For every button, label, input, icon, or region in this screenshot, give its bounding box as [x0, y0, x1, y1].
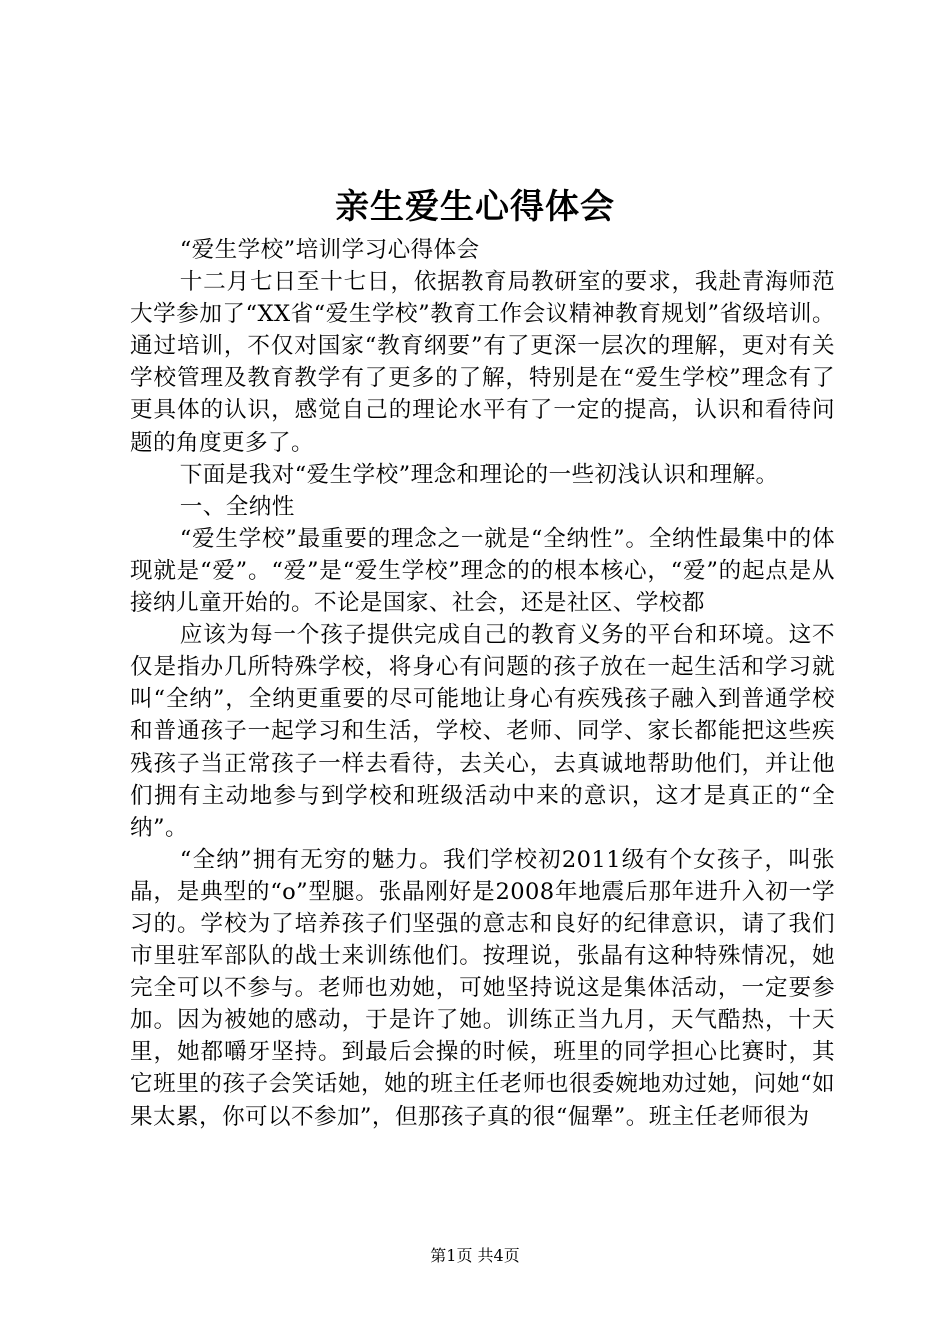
document-body: [130, 234, 835, 1133]
paragraph-subtitle: “爱生学校”培训学习心得体会: [179, 237, 480, 263]
page-title: 亲生爱生心得体会: [335, 187, 615, 227]
paragraph-inclusiveness-continued: 应该为每一个孩子提供完成自己的教育义务的平台和环境。这不仅是指办几所特殊学校，将身心有问题的孩子放在一起生活和学习就叫“全纳”，全纳更重要的尽可能地让身心有疾残孩子融入到普通学校和普通孩子一起学习和生活，学校、老师、同学、家长都能把这些疾残孩子当正常孩子一样去看待，去关心，去真诚地帮助他们，并让他们拥有主动地参与到学校和班级活动中来的意识，这才是真正的“全纳”。: [130, 622, 835, 841]
paragraph-intro: 十二月七日至十七日，依据教育局教研室的要求，我赴青海师范大学参加了“XX省“爱生学校”教育工作会议精神教育规划”省级培训。通过培训，不仅对国家“教育纲要”有了更深一层次的理解，更对有关学校管理及教育教学有了更多的了解，特别是在“爱生学校”理念有了更具体的认识，感觉自己的理论水平有了一定的提高，认识和看待问题的角度更多了。: [130, 269, 835, 456]
page-footer: 第1页 共4页: [430, 1246, 520, 1265]
paragraph-example: “全纳”拥有无穷的魅力。我们学校初2011级有个女孩子，叫张晶，是典型的“o”型腿。张晶刚好是2008年地震后那年进升入初一学习的。学校为了培养孩子们坚强的意志和良好的纪律意识，请了我们市里驻军部队的战士来训练他们。按理说，张晶有这种特殊情况，她完全可以不参与。老师也劝她，可她坚持说这是集体活动，一定要参加。因为被她的感动，于是许了她。训练正当九月，天气酷热，十天里，她都嚼牙坚持。到最后会操的时候，班里的同学担心比赛时，其它班里的孩子会笑话她，她的班主任老师也很委婉地劝过她，问她“如果太累，你可以不参加”，但那孩子真的很“倔犟”。班主任老师很为: [130, 846, 835, 1130]
section-heading-inclusiveness: 一、全纳性: [179, 493, 295, 520]
paragraph-inclusiveness: “爱生学校”最重要的理念之一就是“全纳性”。全纳性最集中的体现就是“爱”。“爱”是“爱生学校”理念的的根本核心，“爱”的起点是从接纳儿童开始的。不论是国家、社会，还是社区、学校都: [130, 525, 835, 617]
paragraph-transition: 下面是我对“爱生学校”理念和理论的一些初浅认识和理解。: [179, 461, 779, 488]
